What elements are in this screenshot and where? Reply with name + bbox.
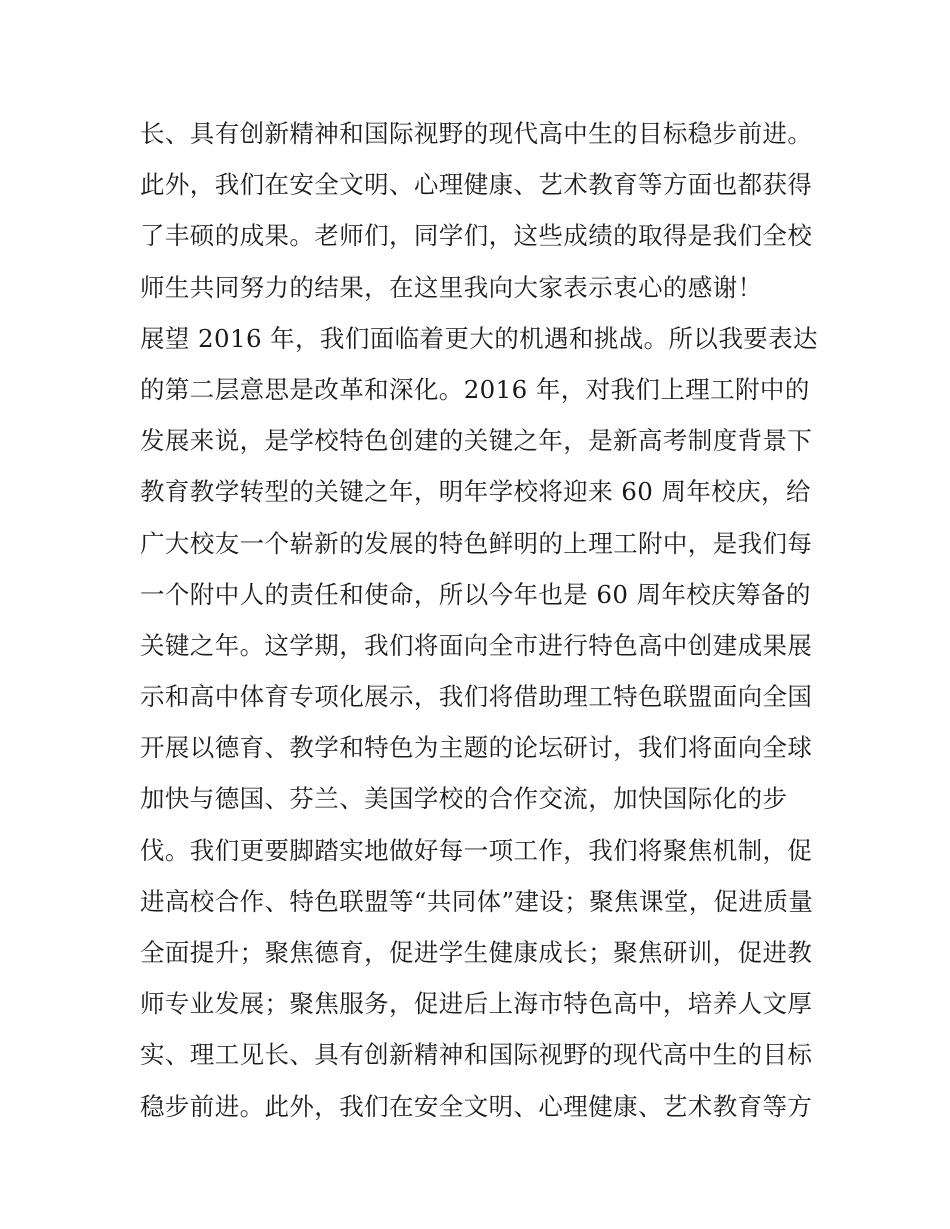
text-line: 广大校友一个崭新的发展的特色鲜明的上理工附中，是我们每 xyxy=(140,528,813,558)
text-line: 了丰硕的成果。老师们，同学们，这些成绩的取得是我们全校 xyxy=(140,221,813,251)
text-line: 进高校合作、特色联盟等“共同体”建设；聚焦课堂，促进质量 xyxy=(140,886,814,916)
text-line: 教育教学转型的关键之年，明年学校将迎来 60 周年校庆，给 xyxy=(140,477,811,507)
text-line: 师专业发展；聚焦服务，促进后上海市特色高中，培养人文厚 xyxy=(140,989,813,1019)
text-line: 师生共同努力的结果，在这里我向大家表示衷心的感谢！ xyxy=(140,272,763,302)
text-line: 长、具有创新精神和国际视野的现代高中生的目标稳步前进。 xyxy=(140,119,813,148)
text-line: 的第二层意思是改革和深化。2016 年，对我们上理工附中的 xyxy=(140,374,810,404)
text-line: 此外，我们在安全文明、心理健康、艺术教育等方面也都获得 xyxy=(140,170,813,200)
text-line: 一个附中人的责任和使命，所以今年也是 60 周年校庆筹备的 xyxy=(140,579,811,609)
text-line: 稳步前进。此外，我们在安全文明、心理健康、艺术教育等方 xyxy=(140,1091,813,1121)
text-line: 示和高中体育专项化展示，我们将借助理工特色联盟面向全国 xyxy=(140,682,813,712)
text-line: 发展来说，是学校特色创建的关键之年，是新高考制度背景下 xyxy=(140,426,813,456)
text-line: 实、理工见长、具有创新精神和国际视野的现代高中生的目标 xyxy=(140,1040,813,1070)
text-line: 伐。我们更要脚踏实地做好每一项工作，我们将聚焦机制，促 xyxy=(140,835,813,865)
text-line: 开展以德育、教学和特色为主题的论坛研讨，我们将面向全球 xyxy=(140,733,813,763)
text-line: 全面提升；聚焦德育，促进学生健康成长；聚焦研训，促进教 xyxy=(140,938,813,967)
body-text xyxy=(140,108,830,1132)
text-line: 关键之年。这学期，我们将面向全市进行特色高中创建成果展 xyxy=(140,630,813,660)
text-line: 展望 2016 年，我们面临着更大的机遇和挑战。所以我要表达 xyxy=(140,323,818,353)
text-line: 加快与德国、芬兰、美国学校的合作交流，加快国际化的步 xyxy=(140,784,788,814)
